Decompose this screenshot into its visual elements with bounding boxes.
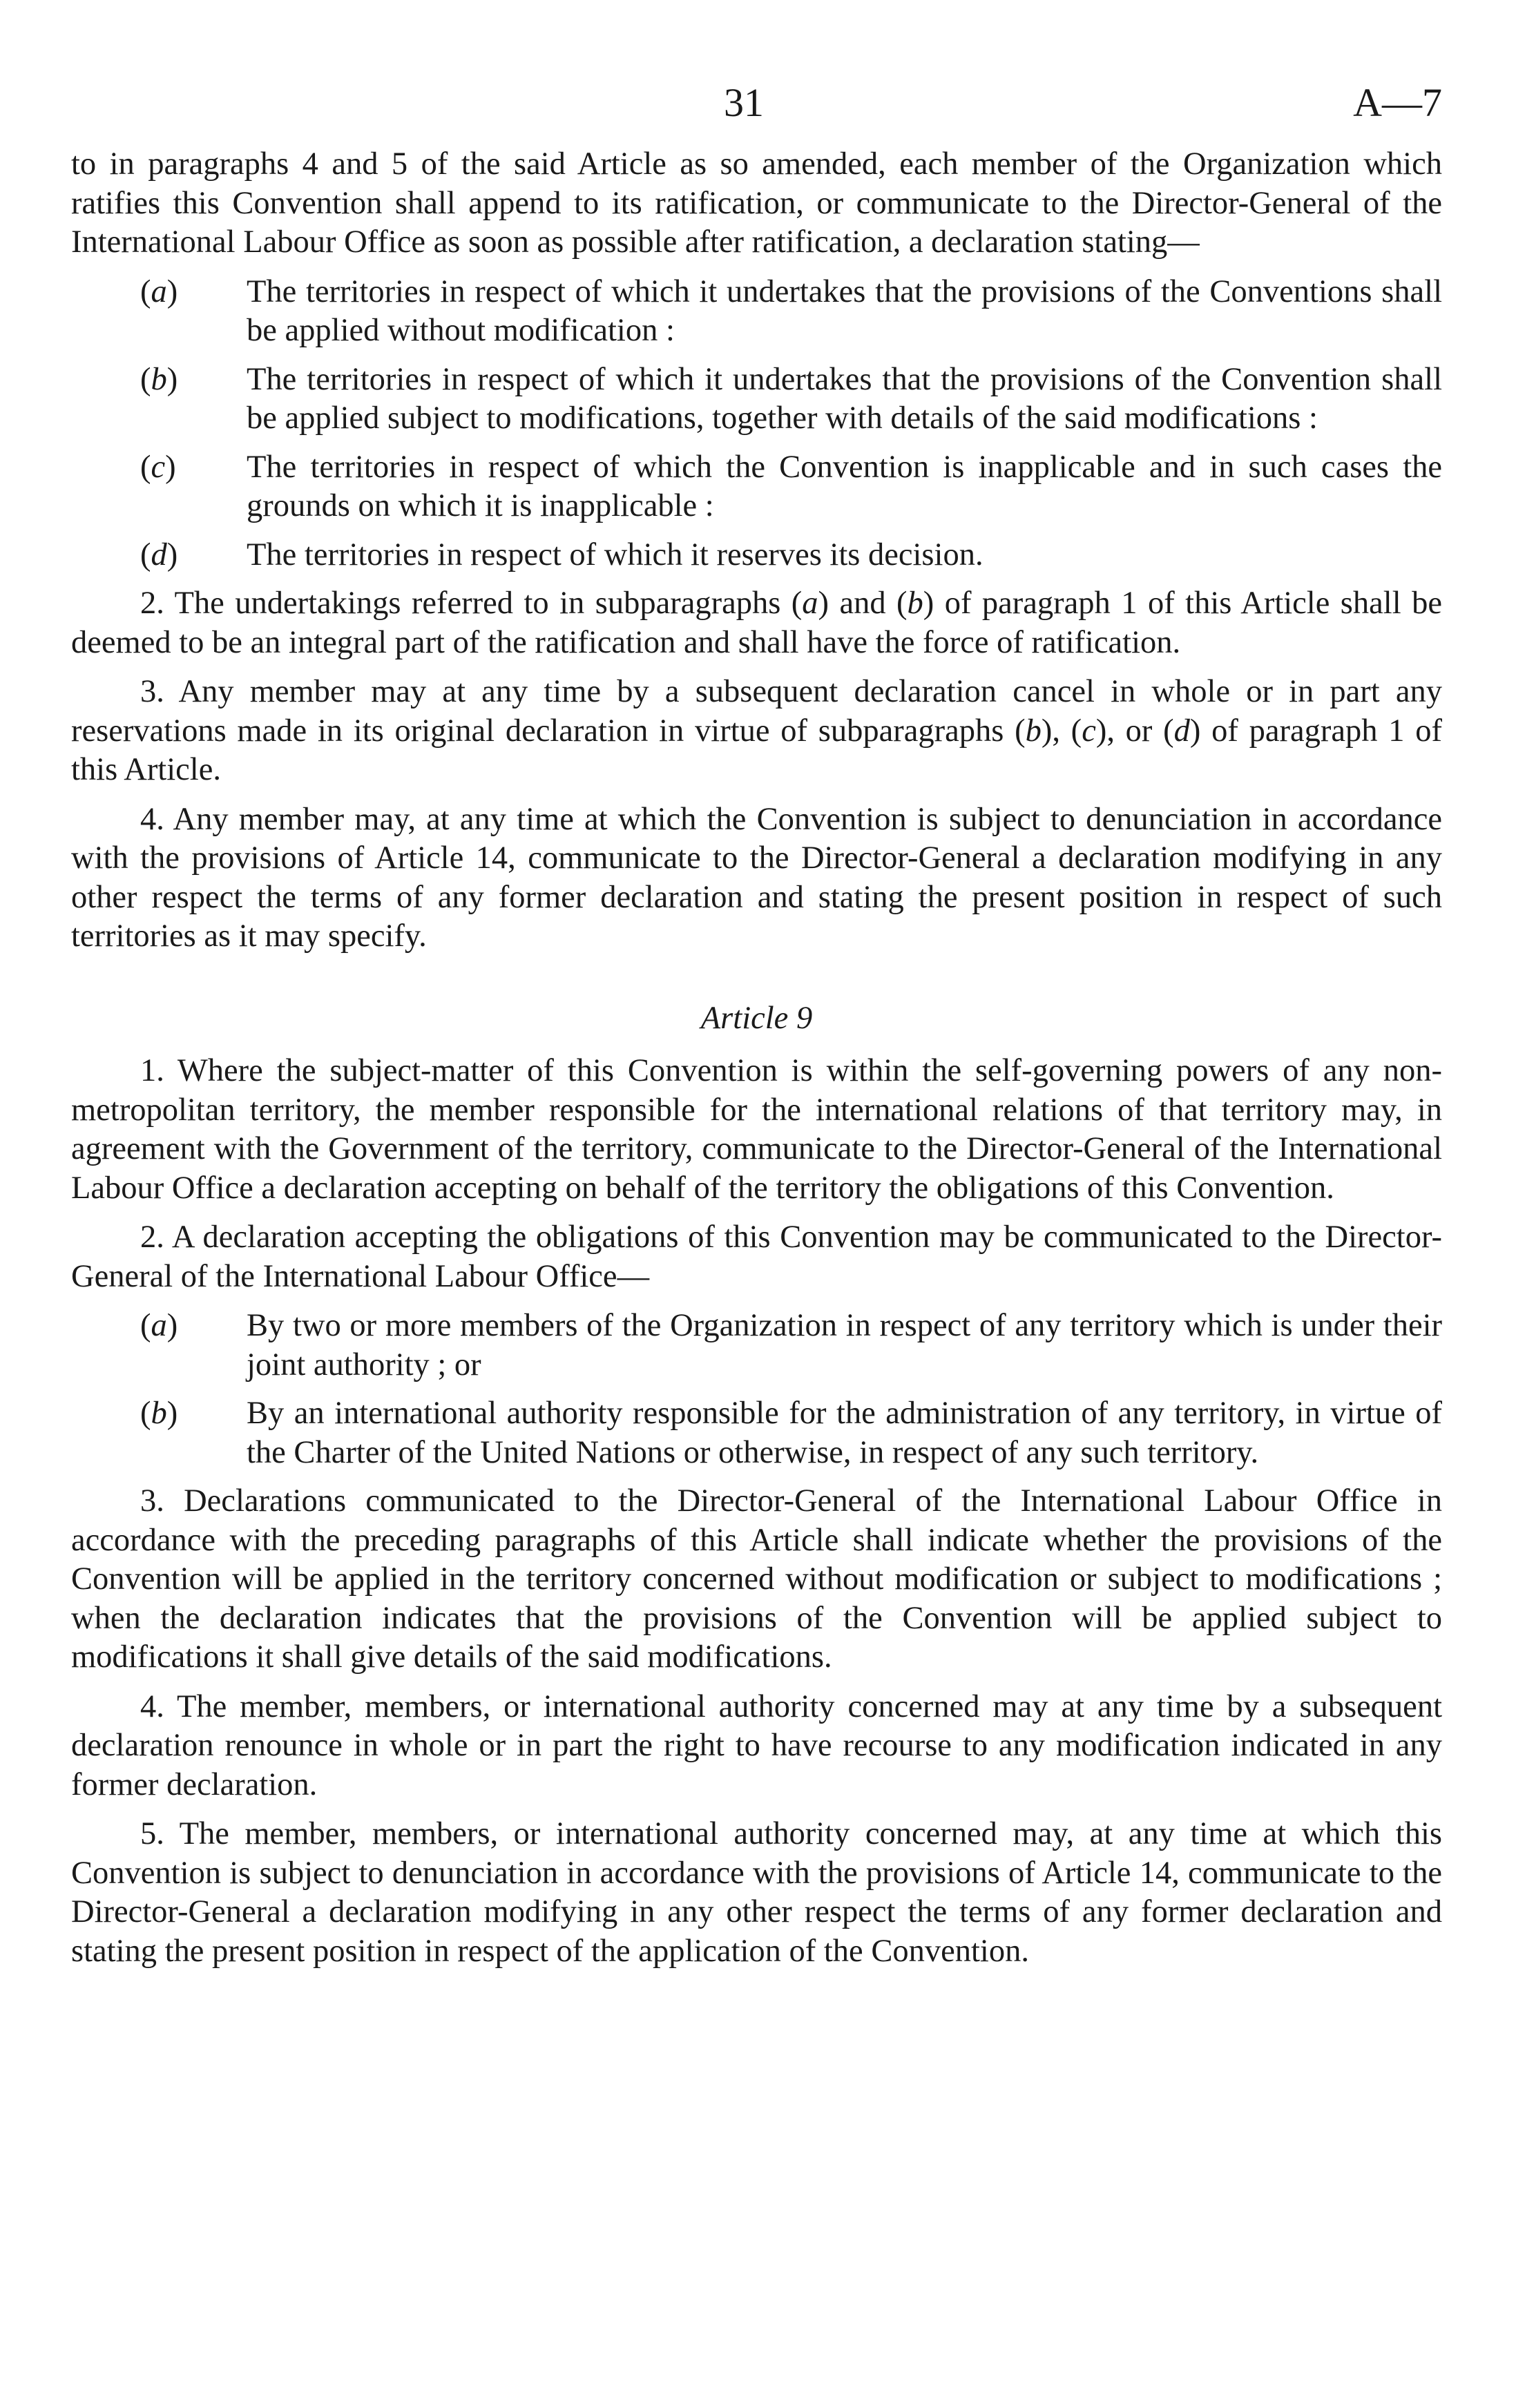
intro-paragraph: to in paragraphs 4 and 5 of the said Article as so amended, each member of the Organization which ratifies this Convention shall append to its ratification, or communicate to the Director-General of the International Labour Office as soon as possible after ratification, a declaration stating—: [71, 146, 1442, 260]
list-item-text: The territories in respect of which it undertakes that the provisions of the Convention shall be applied subject to modifications, together with details of the said modifications :: [247, 361, 1442, 436]
article-heading: Article 9: [700, 1000, 813, 1036]
list-item: [71, 273, 1442, 351]
list-item-marker: (b): [140, 1396, 178, 1431]
article-9-paragraph-2: 2. A declaration accepting the obligations of this Convention may be communicated to the Director-General of the International Labour Office—: [71, 1220, 1442, 1294]
article-9-paragraph-1: 1. Where the subject-matter of this Convention is within the self-governing powers of any non-metropolitan territory, the member responsible for the international relations of that territory may, in agreement with the Government of the territory, communicate to the Director-General of the International Labour Office a declaration accepting on behalf of the territory the obligations of this Convention.: [71, 1053, 1442, 1206]
list-item-text: The territories in respect of which the Convention is inapplicable and in such cases the grounds on which it is inapplicable :: [247, 449, 1442, 523]
paragraph-4: 4. Any member may, at any time at which the Convention is subject to denunciation in accordance with the provisions of Article 14, communicate to the Director-General a declaration modifying in any other respect the terms of any former declaration and stating the present position in respect of such territories as it may specify.: [71, 801, 1442, 954]
list-item: [71, 1307, 1442, 1385]
article-9-paragraph-3: 3. Declarations communicated to the Director-General of the International Labour Office in accordance with the preceding paragraphs of this Article shall indicate whether the provisions of the Convention will be applied in the territory concerned without modification or subject to modifications ; when the declaration indicates that the provisions of the Convention will be applied subject to modifications it shall give details of the said modifications.: [71, 1483, 1442, 1675]
list-item-marker: (a): [140, 1308, 178, 1343]
declaration-list: [71, 273, 1442, 575]
paragraph-3: 3. Any member may at any time by a subsequent declaration cancel in whole or in part any reservations made in its original declaration in virtue of subparagraphs (b), (c), or (d) of paragraph 1 of this Article.: [71, 674, 1442, 787]
article-9-paragraph-5: 5. The member, members, or international authority concerned may, at any time at which this Convention is subject to denunciation in accordance with the provisions of Article 14, communicate to the Director-General a declaration modifying in any other respect the terms of any former declaration and stating the present position in respect of the application of the Convention.: [71, 1816, 1442, 1969]
list-item: [71, 448, 1442, 526]
article-9-paragraph-4: 4. The member, members, or international authority concerned may at any time by a subsequent declaration renounce in whole or in part the right to have recourse to any modification indicated in any former declaration.: [71, 1688, 1442, 1802]
document-page: [71, 80, 1442, 1981]
page-reference: A—7: [1353, 80, 1442, 125]
list-item-text: By two or more members of the Organization in respect of any territory which is under their joint authority ; or: [247, 1308, 1442, 1383]
list-item: [71, 536, 1442, 575]
list-item-text: The territories in respect of which it reserves its decision.: [247, 537, 984, 572]
page-header: [71, 80, 1442, 145]
list-item-text: By an international authority responsible for the administration of any territory, in virtue of the Charter of the United Nations or otherwise, in respect of any such territory.: [247, 1396, 1442, 1470]
list-item: [71, 360, 1442, 439]
list-item-text: The territories in respect of which it undertakes that the provisions of the Conventions shall be applied without modification :: [247, 273, 1442, 348]
paragraph-2: 2. The undertakings referred to in subparagraphs (a) and (b) of paragraph 1 of this Article shall be deemed to be an integral part of the ratification and shall have the force of ratification.: [71, 586, 1442, 660]
communication-list: [71, 1307, 1442, 1472]
list-item-marker: (d): [140, 537, 178, 572]
list-item-marker: (b): [140, 361, 178, 397]
list-item-marker: (c): [140, 449, 176, 485]
page-number: 31: [724, 80, 764, 125]
body-text: [71, 145, 1442, 1971]
list-item: [71, 1394, 1442, 1472]
list-item-marker: (a): [140, 273, 178, 309]
